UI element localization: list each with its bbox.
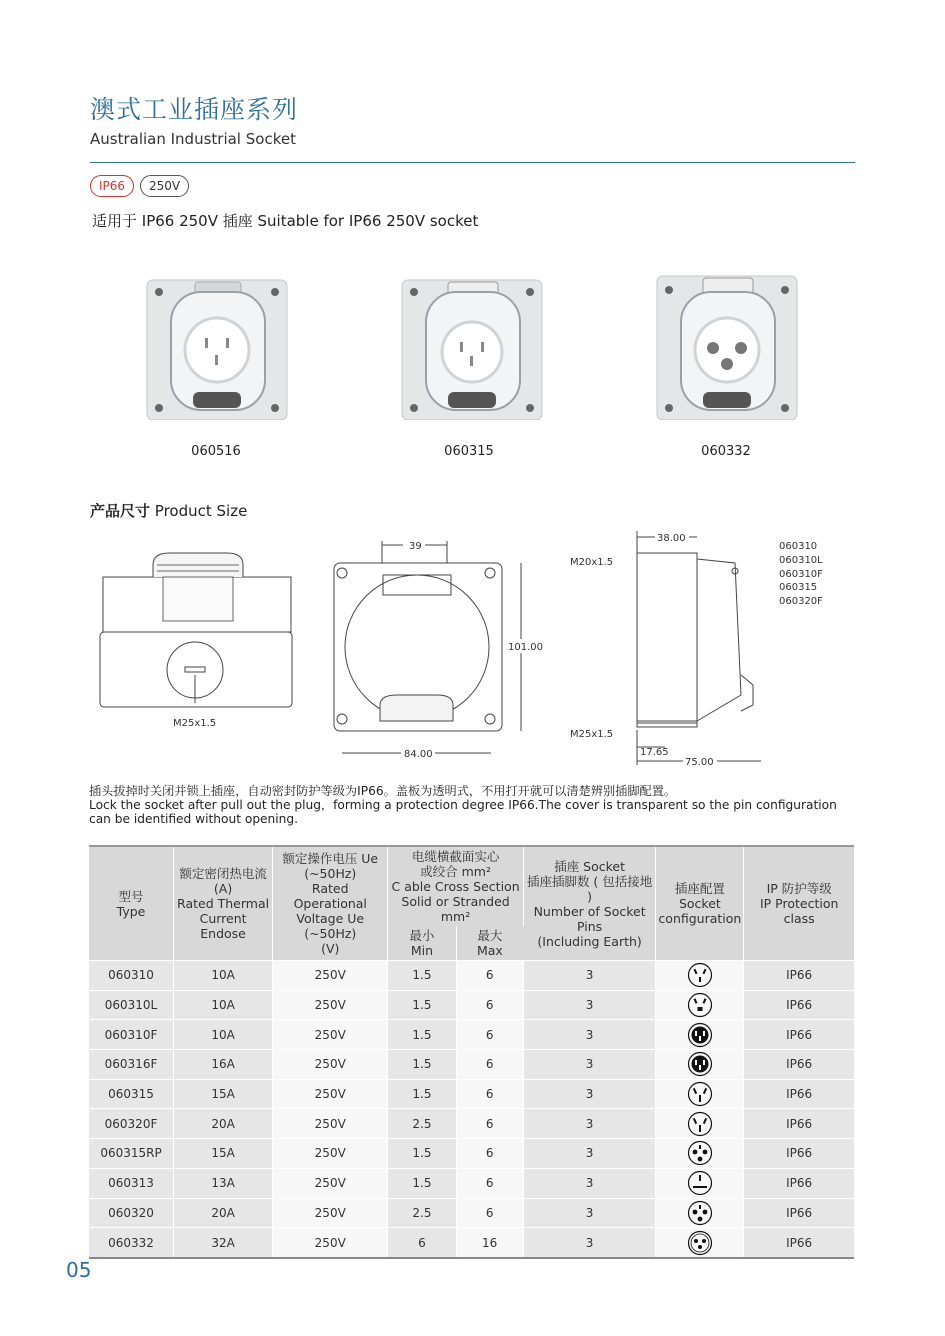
cell-config [656,1020,744,1050]
cell-pins: 3 [523,990,656,1020]
suitable-text: 适用于 IP66 250V 插座 Suitable for IP66 250V socket [92,212,479,230]
header-cable: 电缆横截面实心 或绞合 mm² C able Cross Section Solid or Stranded mm² [388,846,523,926]
model-item: 060320F [779,596,823,608]
front-thread-label: M25x1.5 [173,718,217,729]
cell-ip: IP66 [744,1079,854,1109]
header-min: 最小 Min [388,926,456,961]
cell-current: 16A [174,1050,273,1080]
header-type: 型号 Type [89,846,174,961]
socket-pin-config-icon [687,1140,713,1166]
cell-max: 6 [456,961,523,991]
model-item: 060315 [779,582,818,594]
product-image-060315 [400,270,550,420]
socket-pin-config-icon [687,1200,713,1226]
product-code: 060516 [191,444,241,459]
cell-type: 060313 [89,1168,174,1198]
dim-side-depth: 75.00 [685,757,714,768]
ip-badge: IP66 [90,175,134,197]
side-thread-bottom: M25x1.5 [570,729,614,740]
table-row [89,1139,854,1169]
cell-min: 1.5 [388,990,456,1020]
dim-width: 84.00 [404,749,433,760]
spec-table [89,845,854,1259]
note-en: Lock the socket after pull out the plug，forming a protection degree IP66.The cover is transparent so the pin configuration can be identified without opening. [89,798,837,826]
header-config: 插座配置 Socket configuration [656,846,744,961]
table-row [89,990,854,1020]
header-pins: 插座 Socket 插座插脚数 ( 包括接地 ) Number of Socket Pins (Including Earth) [523,846,656,961]
cell-voltage: 250V [273,1139,388,1169]
socket-pin-config-icon [687,1051,713,1077]
feature-note [89,784,859,826]
dim-side-top: 38.00 [657,533,686,544]
cell-max: 6 [456,1198,523,1228]
cell-voltage: 250V [273,961,388,991]
cell-config [656,990,744,1020]
table-row [89,1198,854,1228]
cell-current: 10A [174,961,273,991]
cell-min: 1.5 [388,1020,456,1050]
model-item: 060310 [779,541,818,552]
cell-pins: 3 [523,1020,656,1050]
header-ip: IP 防护等级 IP Protection class [744,846,854,961]
cell-min: 1.5 [388,961,456,991]
cell-config [656,1139,744,1169]
cell-current: 10A [174,1020,273,1050]
cell-ip: IP66 [744,1020,854,1050]
header-current: 额定密闭热电流 (A) Rated Thermal Current Endose [174,846,273,961]
dim-top-width: 39 [409,541,422,552]
cell-pins: 3 [523,1139,656,1169]
cell-min: 1.5 [388,1050,456,1080]
cell-ip: IP66 [744,1168,854,1198]
cell-ip: IP66 [744,1139,854,1169]
cell-max: 6 [456,1020,523,1050]
cell-config [656,1109,744,1139]
voltage-badge: 250V [140,175,189,197]
cell-type: 060310 [89,961,174,991]
cell-ip: IP66 [744,1109,854,1139]
model-item: 060310L [779,554,823,566]
cell-max: 16 [456,1228,523,1258]
cell-voltage: 250V [273,990,388,1020]
cell-max: 6 [456,1050,523,1080]
table-row [89,1109,854,1139]
cell-type: 060320F [89,1109,174,1139]
dim-side-offset: 17.65 [640,747,669,758]
header-max: 最大 Max [456,926,523,961]
cell-type: 060310L [89,990,174,1020]
socket-pin-config-icon [687,1081,713,1107]
cell-current: 32A [174,1228,273,1258]
cell-config [656,1079,744,1109]
front-view-drawing [325,525,550,765]
cell-ip: IP66 [744,961,854,991]
front-side-drawing [95,525,300,735]
cell-min: 2.5 [388,1109,456,1139]
cell-ip: IP66 [744,990,854,1020]
cell-voltage: 250V [273,1109,388,1139]
cell-current: 20A [174,1109,273,1139]
cell-type: 060320 [89,1198,174,1228]
cell-min: 6 [388,1228,456,1258]
page-title-en: Australian Industrial Socket [90,130,296,148]
cell-voltage: 250V [273,1050,388,1080]
cell-voltage: 250V [273,1079,388,1109]
cell-min: 1.5 [388,1168,456,1198]
dim-height: 101.00 [508,642,543,653]
cell-current: 20A [174,1198,273,1228]
cell-config [656,1228,744,1258]
side-profile-drawing [565,525,775,770]
cell-voltage: 250V [273,1168,388,1198]
cell-pins: 3 [523,1050,656,1080]
socket-pin-config-icon [687,1230,713,1256]
socket-pin-config-icon [687,1022,713,1048]
socket-pin-config-icon [687,1170,713,1196]
cell-ip: IP66 [744,1228,854,1258]
cell-max: 6 [456,990,523,1020]
cell-min: 2.5 [388,1198,456,1228]
socket-pin-config-icon [687,992,713,1018]
cell-config [656,1168,744,1198]
cell-config [656,961,744,991]
cell-pins: 3 [523,961,656,991]
table-row [89,1168,854,1198]
cell-pins: 3 [523,1109,656,1139]
cell-max: 6 [456,1079,523,1109]
model-item: 060310F [779,568,823,580]
side-thread-top: M20x1.5 [570,557,614,568]
socket-pin-config-icon [687,962,713,988]
cell-min: 1.5 [388,1079,456,1109]
product-code: 060332 [701,444,751,459]
cell-type: 060315RP [89,1139,174,1169]
cell-pins: 3 [523,1228,656,1258]
table-row [89,1020,854,1050]
cell-type: 060316F [89,1050,174,1080]
socket-pin-config-icon [687,1111,713,1137]
cell-config [656,1198,744,1228]
cell-type: 060310F [89,1020,174,1050]
product-image-060332 [655,270,805,420]
cell-pins: 3 [523,1079,656,1109]
cell-max: 6 [456,1109,523,1139]
page-number: 05 [66,1258,92,1282]
cell-current: 15A [174,1079,273,1109]
cell-type: 060315 [89,1079,174,1109]
product-code: 060315 [444,444,494,459]
cell-pins: 3 [523,1168,656,1198]
page-title-cn: 澳式工业插座系列 [90,95,299,124]
section-title: 产品尺寸 Product Size [90,502,248,520]
cell-type: 060332 [89,1228,174,1258]
cell-current: 15A [174,1139,273,1169]
cell-ip: IP66 [744,1198,854,1228]
cell-config [656,1050,744,1080]
table-row [89,961,854,991]
title-rule [90,162,855,163]
cell-max: 6 [456,1168,523,1198]
cell-pins: 3 [523,1198,656,1228]
note-cn: 插头拔掉时关闭并锁上插座，自动密封防护等级为IP66。盖板为透明式，不用打开就可以清楚辨别插脚配置。 [89,784,677,798]
table-row [89,1228,854,1258]
cell-current: 13A [174,1168,273,1198]
cell-voltage: 250V [273,1198,388,1228]
cell-voltage: 250V [273,1020,388,1050]
cell-voltage: 250V [273,1228,388,1258]
model-list [779,540,823,609]
table-row [89,1050,854,1080]
cell-ip: IP66 [744,1050,854,1080]
header-voltage: 额定操作电压 Ue (~50Hz) Rated Operational Voltage Ue (~50Hz) (V) [273,846,388,961]
table-row [89,1079,854,1109]
cell-min: 1.5 [388,1139,456,1169]
cell-current: 10A [174,990,273,1020]
product-image-060516 [145,270,295,420]
cell-max: 6 [456,1139,523,1169]
